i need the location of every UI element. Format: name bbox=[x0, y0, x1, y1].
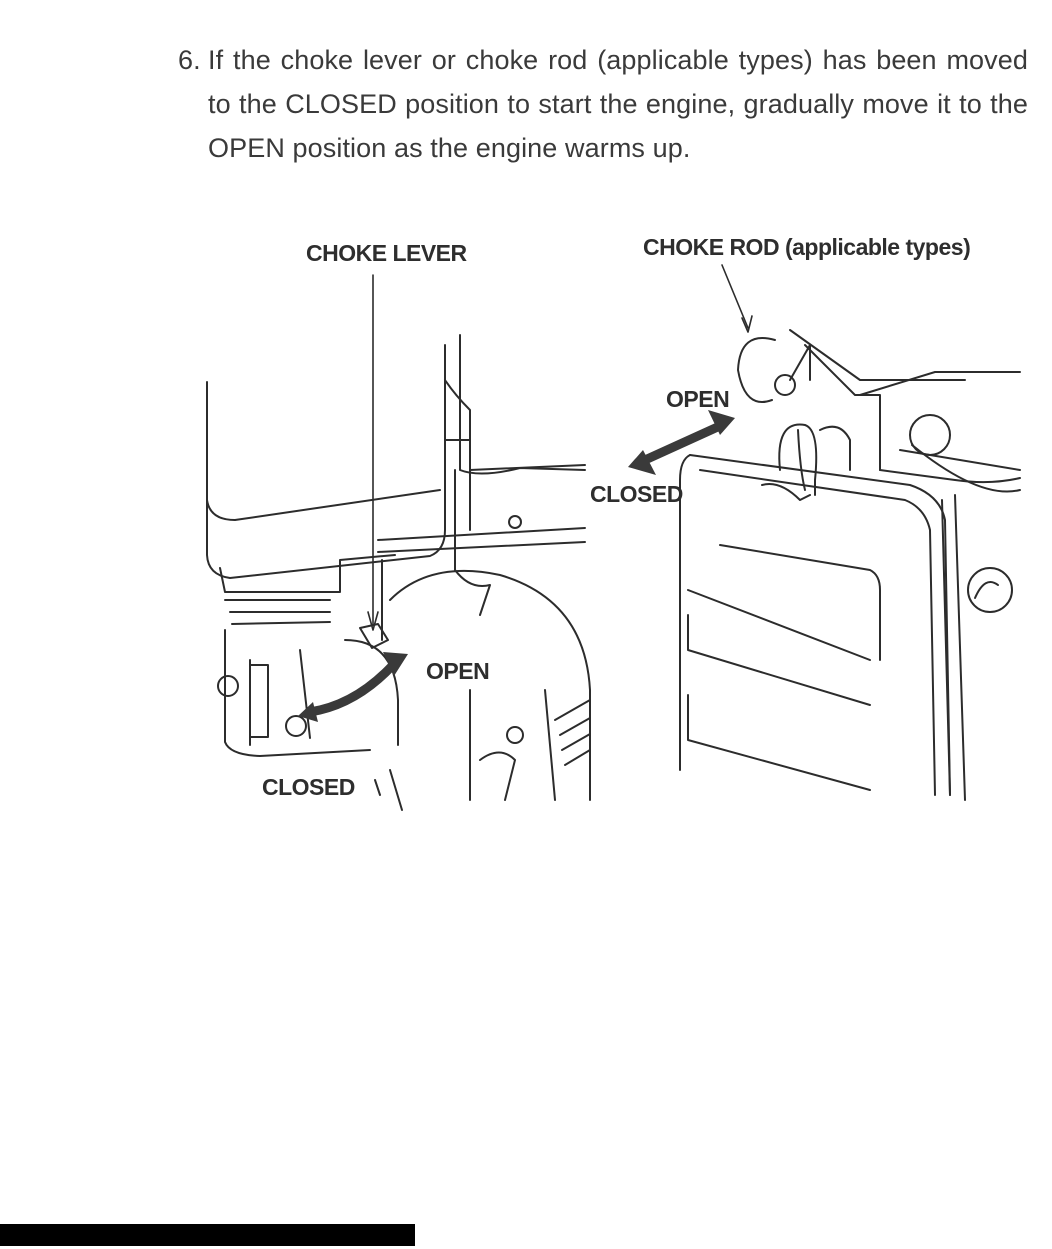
engine-illustration bbox=[207, 275, 590, 810]
right-closed-label: CLOSED bbox=[590, 481, 683, 507]
left-open-label: OPEN bbox=[426, 658, 490, 684]
air-cleaner-illustration bbox=[628, 265, 1020, 800]
right-open-label: OPEN bbox=[666, 386, 730, 412]
step-number: 6. bbox=[178, 45, 201, 75]
footer-bar bbox=[0, 1224, 415, 1246]
step-text: If the choke lever or choke rod (applicable types) has been moved to the CLOSED position to start the engine, gradually move it to the OPEN position as the engine warms up. bbox=[208, 45, 1028, 163]
left-closed-label: CLOSED bbox=[262, 774, 355, 800]
choke-rod-label: CHOKE ROD (applicable types) bbox=[643, 234, 971, 260]
choke-lever-label: CHOKE LEVER bbox=[306, 240, 467, 266]
